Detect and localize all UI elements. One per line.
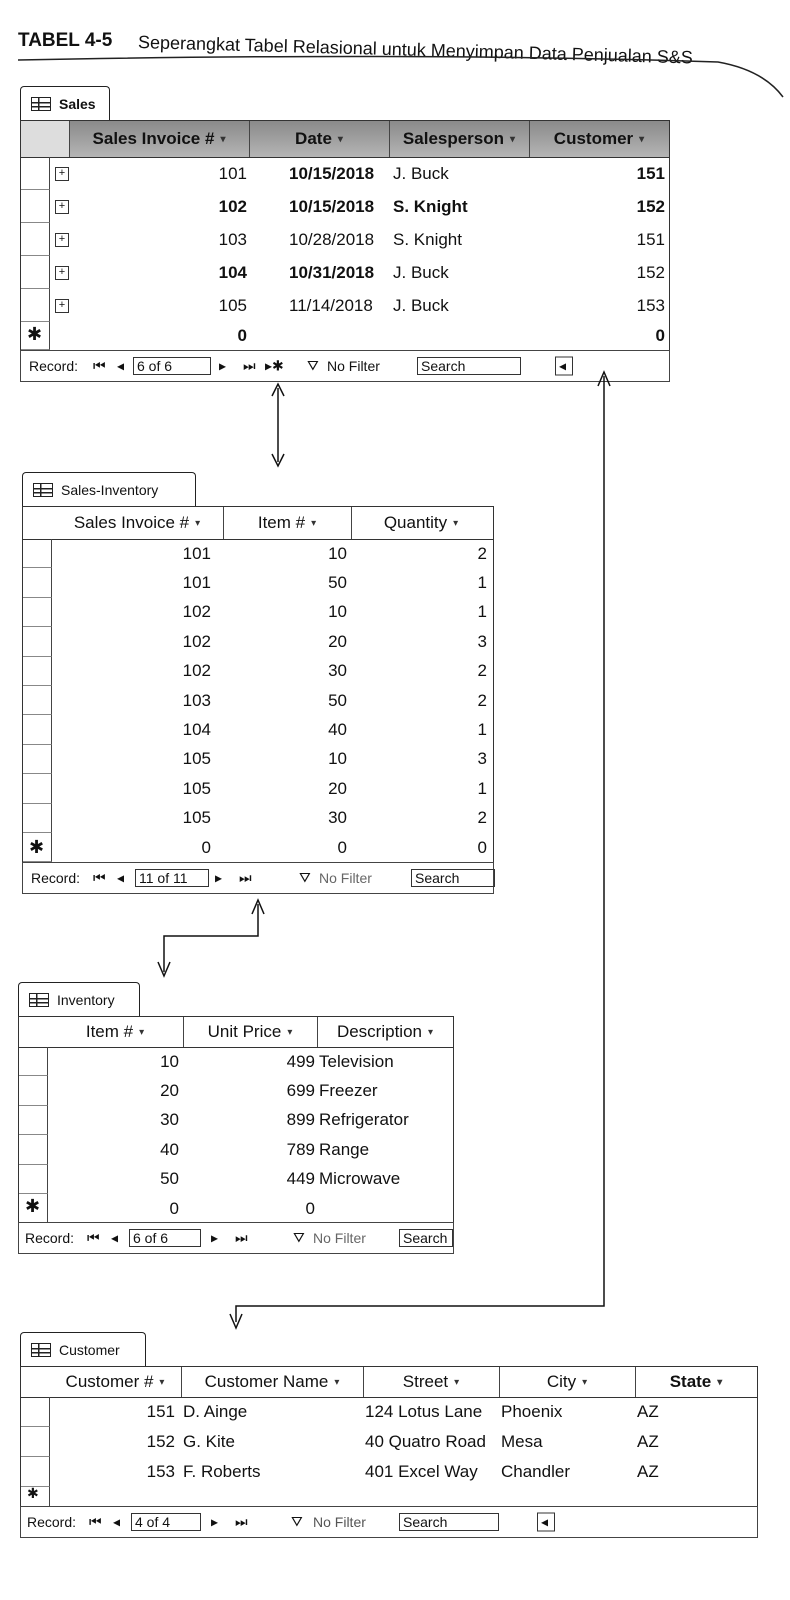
cell-invoice[interactable]: 0 [201,837,211,857]
row-selector[interactable] [21,256,50,289]
cell-street[interactable]: 40 Quatro Road [365,1432,486,1451]
row-selector[interactable] [23,598,52,627]
cell-invoice[interactable]: 102 [182,602,211,622]
row-selector[interactable] [21,289,50,322]
cell-item[interactable]: 0 [169,1198,179,1218]
cell-item[interactable]: 30 [160,1110,179,1130]
cell-item[interactable]: 20 [328,631,347,651]
col-description[interactable]: Description ▾ [336,1022,434,1041]
table-row[interactable] [21,223,669,256]
cell-item[interactable]: 0 [337,837,347,857]
cell-date[interactable]: 10/28/2018 [289,229,375,249]
caption-text: Seperangkat Tabel Relasional untuk Menyimpan Data Penjualan S&S [137,32,694,68]
cell-item[interactable]: 20 [160,1081,179,1101]
cell-invoice[interactable]: 105 [182,808,211,828]
table-row[interactable] [21,1457,757,1487]
cell-invoice[interactable]: 105 [182,778,211,798]
cell-customer[interactable]: 151 [636,229,665,249]
new-record-icon: ✱ [27,1485,39,1501]
cell-description[interactable]: Television [319,1051,394,1071]
chevron-down-icon[interactable]: ▾ [717,1376,723,1388]
chevron-down-icon[interactable]: ▾ [582,1376,588,1388]
cell-description[interactable]: Refrigerator [319,1110,409,1130]
inventory-tab-label: Inventory [57,992,115,1008]
cell-date[interactable]: 11/14/2018 [289,295,373,315]
cell-invoice[interactable]: 101 [182,573,211,593]
record-position[interactable]: 4 of 4 [131,1513,201,1531]
row-selector[interactable] [23,539,52,568]
chevron-down-icon[interactable]: ▾ [510,133,516,145]
sales-datasheet [20,120,670,352]
first-record-icon[interactable]: ⏮ [89,1513,102,1530]
cell-item[interactable]: 40 [328,720,347,740]
cell-item[interactable]: 10 [328,602,347,622]
col-item[interactable]: Item # ▾ [47,1017,184,1047]
chevron-down-icon[interactable]: ▾ [195,517,201,529]
cell-customer-name[interactable]: D. Ainge [183,1402,248,1421]
cell-invoice[interactable]: 104 [182,720,211,740]
customer-datasheet [20,1366,758,1508]
cell-invoice[interactable]: 105 [182,749,211,769]
search-input[interactable]: Search [417,357,521,375]
customer-tab-label: Customer [59,1342,120,1358]
cell-date[interactable]: 10/31/2018 [289,262,375,282]
row-selector[interactable] [19,1106,48,1135]
cell-salesperson[interactable]: J. Buck [393,262,449,282]
next-record-icon[interactable]: ▸ [215,869,223,886]
next-record-icon[interactable]: ▸ [211,1229,219,1246]
cell-quantity[interactable]: 2 [477,808,487,828]
cell-quantity[interactable]: 2 [477,543,487,563]
row-selector[interactable] [21,157,50,190]
no-filter-button[interactable]: No Filter [327,358,380,374]
new-record-icon: ✱ [29,837,45,857]
record-label: Record: [27,1514,77,1530]
row-selector[interactable] [21,1457,50,1487]
cell-item[interactable]: 30 [328,808,347,828]
first-record-icon[interactable]: ⏮ [93,357,106,374]
customer-table [20,1332,760,1572]
new-record-icon: ✱ [27,324,43,344]
first-record-icon[interactable]: ⏮ [87,1229,100,1246]
expand-icon[interactable]: + [55,233,69,247]
no-filter-button[interactable]: No Filter [313,1514,366,1530]
inventory-tab[interactable] [18,982,140,1017]
search-input[interactable]: Search [399,1229,453,1247]
last-record-icon[interactable]: ⏭ [239,869,252,886]
last-record-icon[interactable]: ⏭ [235,1513,248,1530]
new-record-row[interactable] [21,1487,757,1507]
col-date[interactable]: Date ▾ [249,121,390,157]
cell-quantity[interactable]: 3 [477,749,487,769]
sales-header-select [21,121,70,157]
chevron-down-icon[interactable]: ▾ [287,1026,293,1038]
chevron-down-icon[interactable]: ▾ [311,517,317,529]
col-salesperson[interactable]: Salesperson ▾ [389,121,530,157]
cell-invoice[interactable]: 102 [182,631,211,651]
cell-item[interactable]: 50 [328,690,347,710]
search-input[interactable]: Search [411,869,495,887]
cell-invoice[interactable]: 104 [218,262,247,282]
cell-quantity[interactable]: 1 [477,602,487,622]
no-filter-button[interactable]: No Filter [319,870,372,886]
first-record-icon[interactable]: ⏮ [93,869,106,886]
cell-quantity[interactable]: 3 [477,631,487,651]
scroll-left-icon[interactable]: ◂ [537,1513,555,1532]
table-row[interactable] [21,157,669,190]
prev-record-icon[interactable]: ◂ [111,1229,119,1246]
cell-customer-id[interactable]: 153 [146,1462,175,1481]
table-row[interactable] [21,1427,757,1457]
cell-quantity[interactable]: 0 [477,837,487,857]
col-street[interactable]: Street ▾ [363,1367,500,1397]
cell-invoice[interactable]: 101 [218,163,247,183]
table-icon [31,97,51,111]
expand-icon[interactable]: + [55,167,69,181]
no-filter-button[interactable]: No Filter [313,1230,366,1246]
chevron-down-icon[interactable]: ▾ [139,1026,145,1038]
col-city[interactable]: City ▾ [499,1367,636,1397]
cell-customer[interactable]: 153 [636,295,665,315]
cell-city[interactable]: Phoenix [501,1402,563,1421]
filter-icon[interactable]: ⛛ [307,357,319,374]
record-label: Record: [25,1230,75,1246]
record-position[interactable]: 6 of 6 [129,1229,201,1247]
customer-tab[interactable] [20,1332,146,1367]
cell-state[interactable]: AZ [637,1432,659,1451]
table-icon [29,993,49,1007]
cell-unit-price[interactable]: 789 [286,1139,315,1159]
cell-date[interactable]: 10/15/2018 [289,163,375,183]
cell-item[interactable]: 20 [328,778,347,798]
last-record-icon[interactable]: ⏭ [235,1229,248,1246]
row-selector[interactable] [19,1076,48,1105]
cell-customer-name[interactable]: G. Kite [183,1432,235,1451]
filter-icon[interactable]: ⛛ [291,1513,303,1530]
table-icon [33,483,53,497]
cell-state[interactable]: AZ [637,1402,659,1421]
col-sales-invoice[interactable]: Sales Invoice # ▾ [51,507,224,539]
filter-icon[interactable]: ⛛ [299,869,311,886]
cell-date[interactable]: 10/15/2018 [289,196,375,216]
sales-tab-label: Sales [59,96,96,112]
cell-salesperson[interactable]: J. Buck [393,163,449,183]
customer-header-row [21,1367,757,1398]
cell-quantity[interactable]: 2 [477,661,487,681]
cell-customer[interactable]: 152 [636,196,665,216]
col-state[interactable]: State ▾ [669,1372,723,1391]
new-record-icon: ✱ [25,1196,41,1216]
cell-customer-id[interactable]: 151 [146,1402,175,1421]
expand-icon[interactable]: + [55,266,69,280]
table-icon [31,1343,51,1357]
cell-unit-price[interactable]: 449 [286,1169,315,1189]
cell-customer[interactable]: 152 [636,262,665,282]
figure-caption [18,22,788,82]
chevron-down-icon[interactable]: ▾ [639,133,645,145]
row-selector[interactable] [23,715,52,744]
row-selector[interactable] [23,627,52,656]
cell-item[interactable]: 10 [160,1051,179,1071]
row-selector[interactable] [21,190,50,223]
cell-city[interactable]: Mesa [501,1432,543,1451]
cell-customer[interactable]: 0 [655,326,665,345]
cell-item[interactable]: 40 [160,1139,179,1159]
cell-description[interactable]: Range [319,1139,370,1159]
chevron-down-icon[interactable]: ▾ [428,1026,434,1038]
sales-tab[interactable] [20,86,110,121]
cell-unit-price[interactable]: 499 [286,1051,315,1071]
cell-invoice[interactable]: 105 [218,295,247,315]
cell-salesperson[interactable]: S. Knight [393,196,468,216]
cell-invoice[interactable]: 103 [182,690,211,710]
row-selector[interactable] [19,1047,48,1076]
record-label: Record: [31,870,81,886]
search-input[interactable]: Search [399,1513,499,1531]
cell-quantity[interactable]: 1 [477,573,487,593]
record-position[interactable]: 6 of 6 [133,357,211,375]
row-selector[interactable] [21,223,50,256]
cell-invoice[interactable]: 102 [218,196,247,216]
expand-icon[interactable]: + [55,200,69,214]
filter-icon[interactable]: ⛛ [293,1229,305,1246]
scroll-left-icon[interactable]: ◂ [555,357,573,376]
cell-salesperson[interactable]: J. Buck [393,295,449,315]
col-quantity[interactable]: Quantity ▾ [383,513,459,532]
cell-invoice[interactable]: 102 [182,661,211,681]
cell-item[interactable]: 10 [328,749,347,769]
table-row[interactable] [21,256,669,289]
cell-salesperson[interactable]: S. Knight [393,229,462,249]
new-record-nav-icon[interactable]: ▸✱ [265,357,284,374]
row-selector[interactable] [23,804,52,833]
next-record-icon[interactable]: ▸ [211,1513,219,1530]
col-item[interactable]: Item # ▾ [223,507,352,539]
record-label: Record: [29,358,79,374]
relationship-arrow [222,362,622,1332]
cell-street[interactable]: 401 Excel Way [365,1462,478,1481]
chevron-down-icon[interactable]: ▾ [159,1376,165,1388]
cell-item[interactable]: 10 [328,543,347,563]
table-row[interactable] [21,289,669,322]
row-selector[interactable] [23,686,52,715]
chevron-down-icon[interactable]: ▾ [453,517,459,529]
cell-unit-price[interactable]: 0 [305,1198,315,1218]
chevron-down-icon[interactable]: ▾ [454,1376,460,1388]
table-row[interactable] [21,190,669,223]
cell-quantity[interactable]: 2 [477,690,487,710]
col-unit-price[interactable]: Unit Price ▾ [183,1017,318,1047]
prev-record-icon[interactable]: ◂ [113,1513,121,1530]
cell-customer[interactable]: 151 [636,163,665,183]
cell-invoice[interactable]: 0 [237,326,247,345]
caption-number: TABEL 4-5 [18,30,113,51]
row-selector[interactable] [19,1135,48,1164]
row-selector[interactable] [23,657,52,686]
col-customer[interactable]: Customer ▾ [553,129,645,148]
cell-street[interactable]: 124 Lotus Lane [365,1402,483,1421]
cell-quantity[interactable]: 1 [477,778,487,798]
cell-invoice[interactable]: 103 [218,229,247,249]
chevron-down-icon[interactable]: ▾ [334,1376,340,1388]
col-customer-id[interactable]: Customer # ▾ [49,1367,182,1397]
cell-customer-id[interactable]: 152 [146,1432,175,1451]
col-sales-invoice[interactable]: Sales Invoice # ▾ [69,121,250,157]
next-record-icon[interactable]: ▸ [219,357,227,374]
row-selector[interactable] [23,568,52,597]
cell-item[interactable]: 50 [160,1169,179,1189]
cell-unit-price[interactable]: 899 [286,1110,315,1130]
cell-unit-price[interactable]: 699 [286,1081,315,1101]
col-customer-name[interactable]: Customer Name ▾ [181,1367,364,1397]
row-selector[interactable] [23,774,52,803]
expand-icon[interactable]: + [55,299,69,313]
cell-description[interactable]: Microwave [319,1169,401,1189]
chevron-down-icon[interactable]: ▾ [337,133,343,145]
chevron-down-icon[interactable]: ▾ [220,133,226,145]
prev-record-icon[interactable]: ◂ [117,869,125,886]
row-selector[interactable] [23,745,52,774]
cell-quantity[interactable]: 1 [477,720,487,740]
cell-item[interactable]: 50 [328,573,347,593]
cell-description[interactable]: Freezer [319,1081,378,1101]
cell-customer-name[interactable]: F. Roberts [183,1462,261,1481]
new-record-row[interactable] [21,322,669,350]
sales-inventory-tab[interactable] [22,472,196,507]
row-selector[interactable] [21,1427,50,1457]
customer-record-navigator [20,1506,758,1538]
cell-city[interactable]: Chandler [501,1462,570,1481]
row-selector[interactable] [21,1397,50,1427]
sales-inventory-tab-label: Sales-Inventory [61,482,159,498]
cell-item[interactable]: 30 [328,661,347,681]
prev-record-icon[interactable]: ◂ [117,357,125,374]
record-position[interactable]: 11 of 11 [135,869,209,887]
cell-invoice[interactable]: 101 [182,543,211,563]
cell-state[interactable]: AZ [637,1462,659,1481]
last-record-icon[interactable]: ⏭ [243,357,256,374]
sales-header-row [21,121,669,158]
table-row[interactable] [21,1397,757,1427]
sales-table [20,86,670,386]
row-selector[interactable] [19,1165,48,1194]
